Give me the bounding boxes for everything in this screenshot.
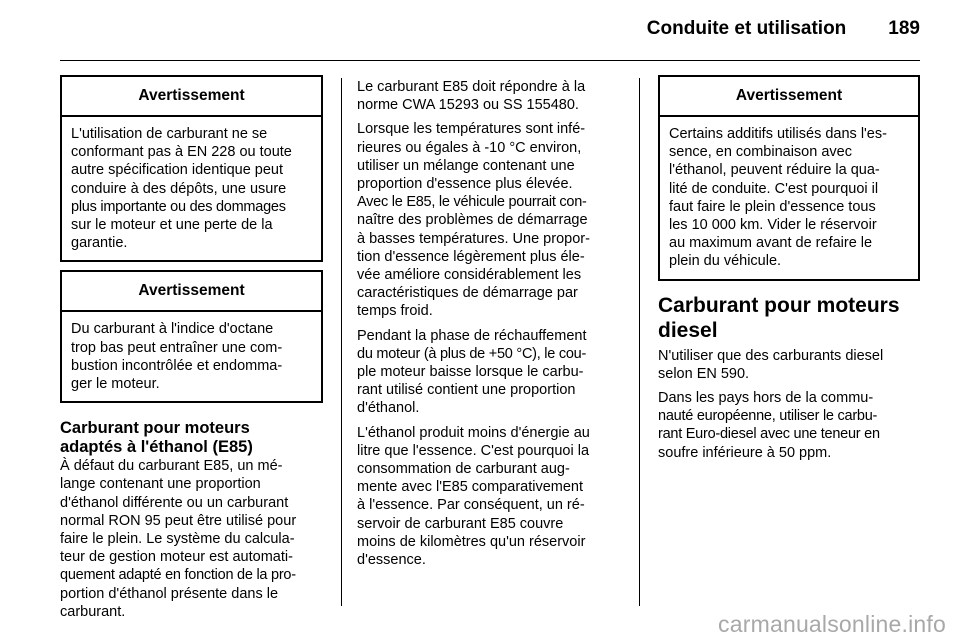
text-line: ger le moteur. <box>71 376 160 393</box>
text-line: proportion d'essence plus élevée. <box>357 176 573 193</box>
text-line: N'utiliser que des carburants diesel <box>658 347 884 364</box>
text-line: Pendant la phase de réchauffement <box>357 327 587 344</box>
text-line: du moteur (à plus de +50 °C), le cou- <box>357 345 587 362</box>
paragraph <box>357 120 627 320</box>
text-line: L'éthanol produit moins d'énergie au <box>357 424 590 441</box>
column-2 <box>357 78 627 575</box>
text-line: moins de kilomètres qu'un réservoir <box>357 533 586 550</box>
text-line: l'éthanol, peuvent réduire la qua- <box>669 162 880 179</box>
text-line: lange contenant une proportion <box>60 476 261 493</box>
paragraph <box>658 347 920 383</box>
text-line: d'essence. <box>357 552 426 569</box>
paragraph <box>357 424 627 570</box>
text-line: faut faire le plein d'essence tous <box>669 198 876 215</box>
heading-line: diesel <box>658 318 718 342</box>
text-line: conduire à des dépôts, une usure <box>71 180 287 197</box>
warning-text <box>62 312 321 401</box>
text-line: sence, en combinaison avec <box>669 144 852 161</box>
warning-text <box>62 117 321 260</box>
text-line: d'éthanol différente ou un carburant <box>60 494 289 511</box>
chapter-title: Conduite et utilisation <box>646 18 847 39</box>
text-line: normal RON 95 peut être utilisé pour <box>60 512 297 529</box>
text-line: autre spécification identique peut <box>71 162 284 179</box>
paragraph <box>60 457 323 621</box>
column-3 <box>658 75 920 468</box>
text-line: servoir de carburant E85 couvre <box>357 515 564 532</box>
text-line: rieures ou égales à -10 °C environ, <box>357 139 582 156</box>
text-line: caractéristiques de démarrage par <box>357 285 578 302</box>
text-line: à l'essence. Par conséquent, un ré- <box>357 497 585 514</box>
page-header <box>647 18 920 40</box>
text-line: faire le plein. Le système du calcula- <box>60 531 295 548</box>
warning-title: Avertissement <box>62 77 321 117</box>
warning-box-1 <box>60 75 323 262</box>
text-line: portion d'éthanol présente dans le <box>60 585 279 602</box>
text-line: temps froid. <box>357 303 433 320</box>
warning-box-2 <box>60 270 323 403</box>
text-line: les 10 000 km. Vider le réservoir <box>669 217 877 234</box>
text-line: litre que l'essence. C'est pourquoi la <box>357 442 590 459</box>
text-line: mente avec l'E85 comparativement <box>357 479 584 496</box>
text-line: à basses températures. Une propor- <box>357 230 590 247</box>
column-divider-right <box>639 78 640 606</box>
text-line: À défaut du carburant E85, un mé- <box>60 458 283 475</box>
text-line: Du carburant à l'indice d'octane <box>71 321 274 338</box>
text-line: Le carburant E85 doit répondre à la <box>357 79 586 95</box>
text-line: naître des problèmes de démarrage <box>357 212 588 229</box>
section-e85 <box>60 419 323 621</box>
warning-text <box>660 117 918 279</box>
text-line: norme CWA 15293 ou SS 155480. <box>357 97 579 114</box>
column-1 <box>60 75 323 627</box>
text-line: quement adapté en fonction de la pro- <box>60 567 296 584</box>
column-divider-left <box>341 78 342 606</box>
text-line: utiliser un mélange contenant une <box>357 157 575 174</box>
warning-box-3 <box>658 75 920 281</box>
text-line: conformant pas à EN 228 ou toute <box>71 144 292 161</box>
text-line: trop bas peut entraîner une com- <box>71 339 283 356</box>
text-line: nauté européenne, utiliser le carbu- <box>658 408 878 425</box>
text-line: teur de gestion moteur est automati- <box>60 549 293 566</box>
text-line: d'éthanol. <box>357 400 420 417</box>
header-rule <box>60 60 920 61</box>
text-line: Dans les pays hors de la commu- <box>658 390 874 407</box>
paragraph <box>357 327 627 418</box>
text-line: carburant. <box>60 603 126 620</box>
text-line: garantie. <box>71 235 128 252</box>
watermark: carmanualsonline.info <box>718 611 946 637</box>
section-heading <box>60 419 323 457</box>
text-line: Avec le E85, le véhicule pourrait con- <box>357 194 587 211</box>
heading-line: adaptés à l'éthanol (E85) <box>60 438 253 457</box>
text-line: bustion incontrôlée et endomma- <box>71 357 283 374</box>
text-line: Lorsque les températures sont infé- <box>357 121 586 138</box>
text-line: selon EN 590. <box>658 365 750 382</box>
text-line: soufre inférieure à 50 ppm. <box>658 444 832 461</box>
paragraph <box>658 389 920 462</box>
page-number: 189 <box>888 18 920 39</box>
paragraph <box>357 78 627 114</box>
text-line: lité de conduite. C'est pourquoi il <box>669 180 879 197</box>
section-diesel <box>658 293 920 462</box>
text-line: consommation de carburant aug- <box>357 461 570 478</box>
text-line: rant utilisé contient une proportion <box>357 382 576 399</box>
text-line: Certains additifs utilisés dans l'es- <box>669 126 887 142</box>
text-line: sur le moteur et une perte de la <box>71 217 273 234</box>
heading-line: Carburant pour moteurs <box>658 293 900 317</box>
text-line: L'utilisation de carburant ne se <box>71 126 268 142</box>
text-line: tion d'essence légèrement plus éle- <box>357 248 585 265</box>
warning-title: Avertissement <box>62 272 321 312</box>
text-line: au maximum avant de refaire le <box>669 235 873 252</box>
text-line: plein du véhicule. <box>669 253 782 270</box>
text-line: ple moteur baisse lorsque le carbu- <box>357 364 584 381</box>
heading-line: Carburant pour moteurs <box>60 419 250 438</box>
text-line: plus importante ou des dommages <box>71 198 286 215</box>
text-line: vée améliore considérablement les <box>357 267 582 284</box>
section-heading <box>658 293 920 343</box>
warning-title: Avertissement <box>660 77 918 117</box>
text-line: rant Euro-diesel avec une teneur en <box>658 426 880 443</box>
